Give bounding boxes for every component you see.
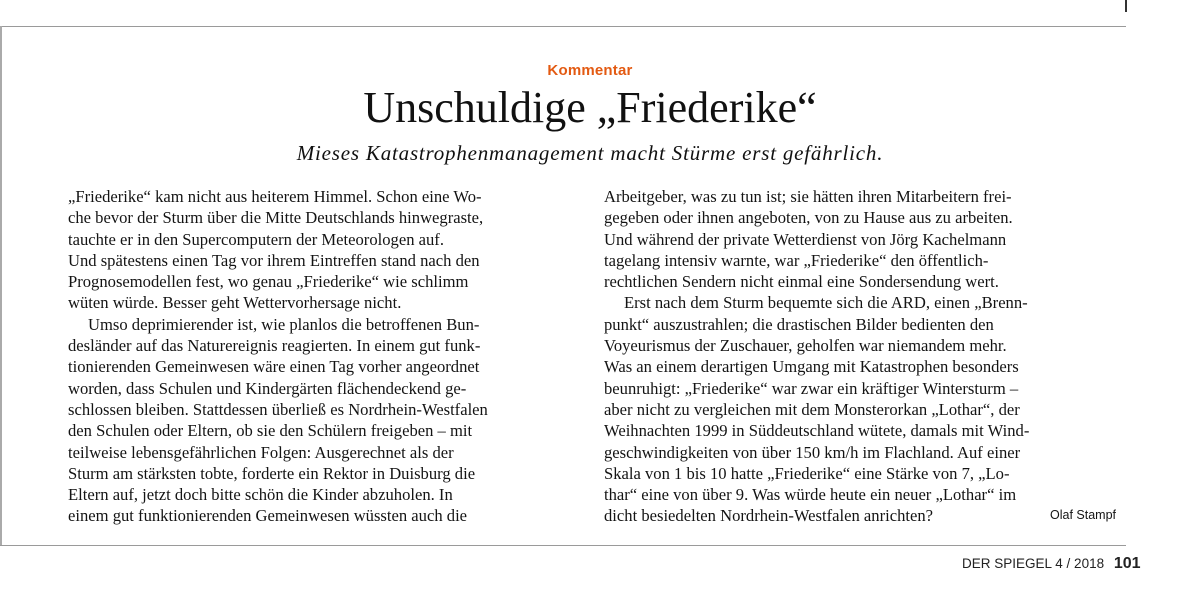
text-line: Voyeurismus der Zuschauer, geholfen war niemandem mehr. bbox=[604, 336, 1007, 356]
text-line: tionierenden Gemeinwesen wäre einen Tag vorher angeordnet bbox=[68, 357, 480, 377]
text-line: Erst nach dem Sturm bequemte sich die ARD, einen „Brenn- bbox=[624, 293, 1028, 313]
top-rule bbox=[0, 26, 1126, 27]
page-footer bbox=[962, 555, 1141, 573]
text-line: aber nicht zu vergleichen mit dem Monsterorkan „Lothar“, der bbox=[604, 399, 1020, 419]
text-line: Umso deprimierender ist, wie planlos die betroffenen Bun- bbox=[88, 314, 480, 334]
text-line: Prognosemodellen fest, wo genau „Friederike“ wie schlimm bbox=[68, 272, 469, 292]
text-line: geschwindigkeiten von über 150 km/h im Flachland. Auf einer bbox=[604, 442, 1021, 462]
issue-number: 4 / 2018 bbox=[1055, 556, 1105, 571]
bottom-rule bbox=[0, 545, 1126, 546]
article-subhead: Mieses Katastrophenmanagement macht Stürme erst gefährlich. bbox=[296, 141, 884, 165]
left-column bbox=[68, 186, 588, 527]
text-line: den Schulen oder Eltern, ob sie den Schülern freigeben – mit bbox=[68, 421, 473, 441]
text-line: Weihnachten 1999 in Süddeutschland wütete, damals mit Wind- bbox=[604, 421, 1030, 441]
text-line: rechtlichen Sendern nicht einmal eine Sondersendung wert. bbox=[604, 272, 999, 292]
text-line: einem gut funktionierenden Gemeinwesen wüssten auch die bbox=[68, 506, 468, 526]
text-line: gegeben oder ihnen angeboten, von zu Hause aus zu arbeiten. bbox=[604, 208, 1013, 228]
corner-rule bbox=[1125, 0, 1127, 12]
text-line: Sturm am stärksten tobte, forderte ein Rektor in Duisburg die bbox=[68, 463, 476, 483]
text-line: schlossen bleiben. Stattdessen überließ es Nordrhein-Westfalen bbox=[68, 399, 488, 419]
page-number: 101 bbox=[1113, 555, 1141, 572]
text-line-last bbox=[604, 505, 1124, 526]
right-column bbox=[604, 186, 1124, 527]
article-headline: Unschuldige „Friederike“ bbox=[363, 83, 817, 132]
text-line: Was an einem derartigen Umgang mit Katastrophen besonders bbox=[604, 357, 1019, 377]
text-line: desländer auf das Naturereignis reagierten. In einem gut funk- bbox=[68, 336, 481, 356]
text-line: tagelang intensiv warnte, war „Friederike“ den öffentlich- bbox=[604, 250, 989, 270]
text-line: wüten würde. Besser geht Wettervorhersage nicht. bbox=[68, 293, 402, 313]
text-line: Und spätestens einen Tag vor ihrem Eintreffen stand nach den bbox=[68, 250, 480, 270]
text-line: Arbeitgeber, was zu tun ist; sie hätten ihren Mitarbeitern frei- bbox=[604, 187, 1012, 206]
article-kicker: Kommentar bbox=[547, 62, 633, 79]
text-line: che bevor der Sturm über die Mitte Deutschlands hinwegraste, bbox=[68, 208, 484, 228]
text-line: Und während der private Wetterdienst von Jörg Kachelmann bbox=[604, 229, 1007, 249]
text-line: beunruhigt: „Friederike“ war zwar ein kräftiger Wintersturm – bbox=[604, 378, 1019, 398]
text-line: punkt“ auszustrahlen; die drastischen Bilder bedienten den bbox=[604, 314, 994, 334]
author-byline: Olaf Stampf bbox=[1050, 508, 1116, 523]
text-line: Eltern auf, jetzt doch bitte schön die Kinder abzuholen. In bbox=[68, 485, 453, 505]
text-line: tauchte er in den Supercomputern der Meteorologen auf. bbox=[68, 229, 444, 249]
text-line-content: dicht besiedelten Nordrhein-Westfalen anrichten? bbox=[604, 506, 934, 526]
text-line: Skala von 1 bis 10 hatte „Friederike“ eine Stärke von 7, „Lo- bbox=[604, 463, 1010, 483]
text-line: teilweise lebensgefährlichen Folgen: Ausgerechnet als der bbox=[68, 442, 454, 462]
magazine-name: DER SPIEGEL bbox=[962, 556, 1052, 571]
text-line: „Friederike“ kam nicht aus heiterem Himmel. Schon eine Wo- bbox=[68, 187, 482, 206]
text-line: thar“ eine von über 9. Was würde heute ein neuer „Lothar“ im bbox=[604, 485, 1017, 505]
text-line: worden, dass Schulen und Kindergärten flächendeckend ge- bbox=[68, 378, 467, 398]
